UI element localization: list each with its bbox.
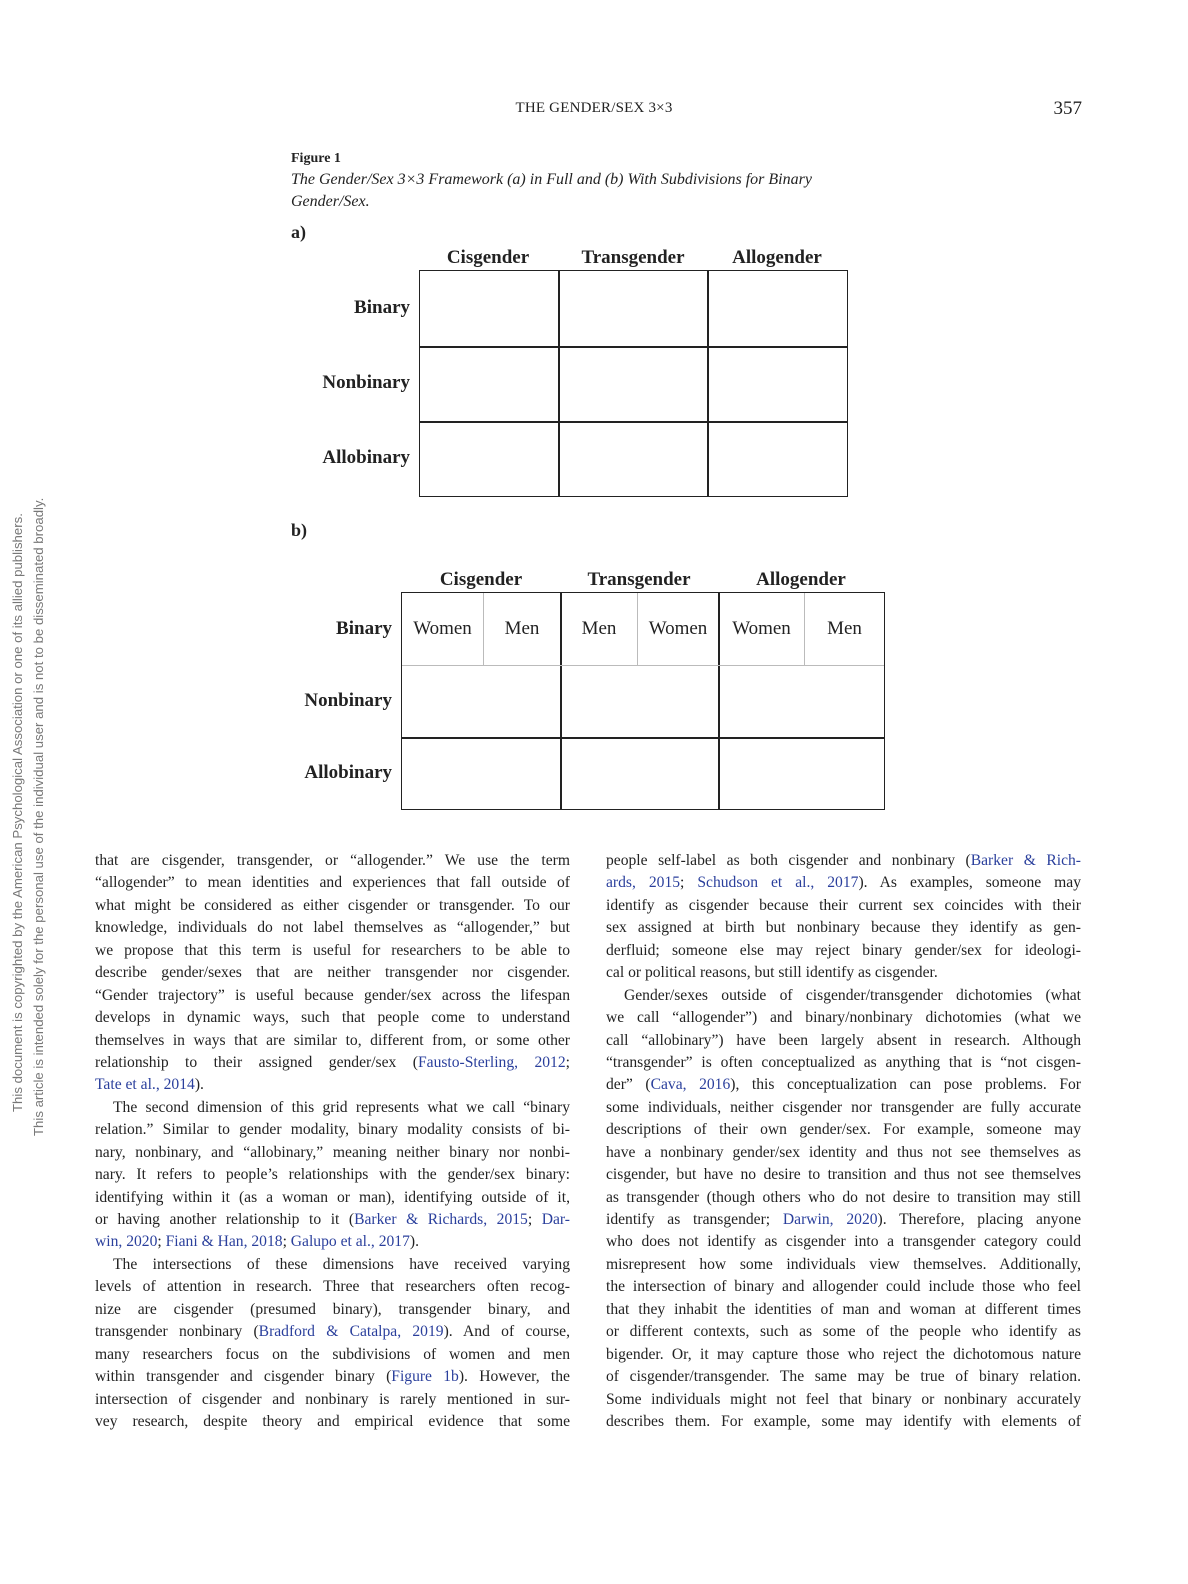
subdivision-cisgender-men: Men [504, 618, 540, 639]
citation-link[interactable]: Fausto-Sterling, 2012 [417, 1053, 566, 1071]
text-line [606, 895, 1081, 917]
paragraph [95, 850, 570, 1097]
text-segment: nize are cisgender (presumed binary), transgender binary, and [95, 1300, 570, 1318]
text-segment: as transgender (though others who do not desire to transition may still [606, 1188, 1081, 1206]
text-line [606, 1052, 1081, 1074]
text-segment: ; [680, 874, 698, 892]
text-line [95, 1344, 570, 1366]
text-line [606, 1366, 1081, 1388]
text-line [95, 1254, 570, 1276]
text-line [95, 962, 570, 984]
paragraph [95, 1097, 570, 1254]
text-segment: within transgender and cisgender binary ( [95, 1368, 392, 1386]
grid-border [419, 270, 848, 497]
text-line [95, 1030, 570, 1052]
citation-link[interactable]: Galupo et al., 2017 [290, 1233, 410, 1251]
text-line [606, 985, 1081, 1007]
text-line [95, 1142, 570, 1164]
text-line [95, 850, 570, 872]
text-segment: ). And of course, [443, 1323, 570, 1341]
text-line [606, 1231, 1081, 1253]
text-line [606, 1007, 1081, 1029]
text-segment: The second dimension of this grid represents what we call “binary [113, 1098, 570, 1116]
text-segment: develops in dynamic ways, such that people come to understand [95, 1009, 570, 1027]
text-line [606, 1187, 1081, 1209]
text-segment: “allogender” to mean identities and experiences that fall outside of [95, 874, 570, 892]
paragraph [95, 1254, 570, 1434]
text-column-right [606, 850, 1081, 1433]
text-line [606, 872, 1081, 894]
usage-notice: This article is intended solely for the personal use of the individual user and is not to be disseminated broadly. [31, 497, 46, 1136]
paragraph [606, 850, 1081, 985]
citation-link[interactable]: Barker & Richards, 2015 [354, 1211, 528, 1228]
text-segment: cisgender, but have no desire to transition and thus not see themselves [606, 1166, 1081, 1184]
citation-link[interactable]: Darwin, 2020 [782, 1211, 878, 1228]
text-line [95, 872, 570, 894]
text-segment: ; [565, 1053, 570, 1071]
text-line [606, 1030, 1081, 1052]
subdivision-transgender-women: Women [648, 618, 708, 639]
text-segment: ; [527, 1211, 542, 1228]
grid-line [419, 421, 847, 423]
text-segment: the intersection of binary and allogender could include those who feel [606, 1278, 1081, 1296]
text-line [95, 1366, 570, 1388]
row-header-binary: Binary [336, 618, 392, 639]
text-line [606, 1164, 1081, 1186]
text-line [95, 1007, 570, 1029]
row-header-nonbinary: Nonbinary [322, 372, 410, 393]
text-segment: ). Therefore, placing anyone [877, 1211, 1081, 1228]
text-segment: ). As examples, someone may [858, 874, 1081, 892]
text-line [95, 940, 570, 962]
text-segment: bigender. Or, it may capture those who reject the dichotomous nature [606, 1345, 1081, 1363]
text-line [606, 1276, 1081, 1298]
text-segment: some individuals, neither cisgender nor transgender are fully accurate [606, 1098, 1081, 1116]
text-segment: derfluid; someone else may reject binary gender/sex for ideologi- [606, 941, 1081, 959]
subdivision-allogender-men: Men [827, 618, 862, 639]
text-segment: who does not identify as cisgender into a transgender category could [606, 1233, 1081, 1251]
text-segment: ), this conceptualization can pose problems. For [730, 1076, 1081, 1094]
text-line [95, 1389, 570, 1411]
grid-line [707, 271, 709, 496]
text-line [95, 1052, 570, 1074]
text-segment: “Gender trajectory” is useful because gender/sex across the lifespan [95, 986, 570, 1004]
figure-label: Figure 1 [291, 151, 341, 166]
text-segment: we propose that this term is useful for researchers to be able to [95, 941, 570, 959]
text-line [95, 1276, 570, 1298]
text-line [95, 895, 570, 917]
text-line [95, 985, 570, 1007]
text-segment: der” ( [606, 1076, 651, 1094]
text-segment: or having another relationship to it ( [95, 1211, 355, 1228]
text-segment: descriptions of their own gender/sex. For example, someone may [606, 1121, 1081, 1139]
citation-link[interactable]: ards, 2015 [606, 874, 681, 892]
citation-link[interactable]: Barker & Rich- [970, 852, 1082, 869]
text-line [606, 940, 1081, 962]
text-segment: call “allobinary”) have been largely absent in research. Although [606, 1031, 1081, 1049]
text-line [606, 1097, 1081, 1119]
text-line [95, 1321, 570, 1343]
text-line [95, 1074, 570, 1096]
text-segment: themselves in ways that are similar to, different from, or some other [95, 1031, 570, 1049]
text-segment: what might be considered as either cisgender or transgender. To our [95, 896, 570, 914]
citation-link[interactable]: Dar- [541, 1211, 570, 1228]
text-segment: people self-label as both cisgender and nonbinary ( [606, 852, 971, 869]
text-segment: we call “allogender”) and binary/nonbinary dichotomies (what we [606, 1009, 1081, 1027]
text-segment: ). [409, 1233, 419, 1251]
citation-link[interactable]: Figure 1b [391, 1368, 459, 1386]
panel-a-label: a) [291, 222, 306, 242]
text-line [606, 1074, 1081, 1096]
column-header-allogender: Allogender [756, 569, 846, 590]
figure-caption-line: The Gender/Sex 3×3 Framework (a) in Full and (b) With Subdivisions for Binary [291, 171, 812, 188]
text-segment: identifying within it (as a woman or man), identifying outside of it, [95, 1188, 570, 1206]
text-line [606, 1119, 1081, 1141]
text-line [606, 1344, 1081, 1366]
figure-caption-line: Gender/Sex. [291, 193, 370, 210]
column-header-cisgender: Cisgender [439, 569, 523, 590]
text-segment: nary, nonbinary, and “allobinary,” meaning neither binary nor nonbi- [95, 1143, 570, 1161]
grid-line [419, 346, 847, 348]
text-segment: “transgender” is often conceptualized as anything that is “not cisgen- [606, 1053, 1081, 1071]
column-header-transgender: Transgender [587, 569, 691, 590]
text-line [606, 1389, 1081, 1411]
row-header-binary: Binary [354, 297, 410, 318]
text-line [606, 850, 1081, 872]
grid-line-light [402, 665, 884, 666]
paragraph [606, 985, 1081, 1434]
text-segment: identify as cisgender because their current sex coincides with their [606, 896, 1081, 914]
text-line [606, 917, 1081, 939]
text-segment: knowledge, individuals do not label themselves as “allogender,” but [95, 919, 570, 937]
text-segment: The intersections of these dimensions have received varying [113, 1255, 570, 1273]
text-line [95, 1231, 570, 1253]
text-segment: ). [194, 1076, 204, 1094]
text-segment: many researchers focus on the subdivisions of women and men [95, 1345, 570, 1363]
citation-link[interactable]: Cava, 2016 [650, 1076, 731, 1094]
text-segment: relation.” Similar to gender modality, binary modality consists of bi- [95, 1121, 570, 1139]
text-segment: that are cisgender, transgender, or “allogender.” We use the term [95, 852, 570, 869]
text-segment: ). However, the [458, 1368, 570, 1386]
text-line [606, 1299, 1081, 1321]
text-line [606, 1254, 1081, 1276]
citation-link[interactable]: win, 2020 [95, 1233, 158, 1251]
row-header-nonbinary: Nonbinary [304, 690, 392, 711]
text-segment: describe gender/sexes that are neither transgender nor cisgender. [95, 964, 570, 982]
column-header-cisgender: Cisgender [446, 247, 530, 268]
text-segment: of cisgender/transgender. The same may be true of binary relation. [606, 1368, 1081, 1386]
text-line [95, 1164, 570, 1186]
citation-link[interactable]: Tate et al., 2014 [95, 1076, 195, 1094]
citation-link[interactable]: Schudson et al., 2017 [697, 874, 859, 892]
text-line [95, 917, 570, 939]
text-segment: ; [157, 1233, 166, 1251]
grid-line [402, 737, 884, 739]
column-header-allogender: Allogender [732, 247, 822, 268]
text-line [606, 1321, 1081, 1343]
row-header-allobinary: Allobinary [322, 447, 410, 468]
text-segment: Gender/sexes outside of cisgender/transgender dichotomies (what [624, 986, 1081, 1004]
copyright-notice: This document is copyrighted by the American Psychological Association or one of its allied publishers. [10, 513, 25, 1112]
citation-link[interactable]: Fiani & Han, 2018 [165, 1233, 283, 1251]
text-line [95, 1187, 570, 1209]
row-header-allobinary: Allobinary [304, 762, 392, 783]
text-line [606, 1142, 1081, 1164]
text-column-left [95, 850, 570, 1433]
subdivision-cisgender-women: Women [413, 618, 472, 639]
text-segment: identify as transgender; [606, 1211, 783, 1228]
text-segment: ; [282, 1233, 291, 1251]
text-segment: vey research, despite theory and empirical evidence that some [95, 1412, 570, 1430]
text-segment: misrepresent how some individuals view themselves. Additionally, [606, 1255, 1081, 1273]
citation-link[interactable]: Bradford & Catalpa, 2019 [258, 1323, 444, 1341]
panel-b-label: b) [291, 520, 308, 540]
text-segment: intersection of cisgender and nonbinary is rarely mentioned in sur- [95, 1390, 570, 1408]
text-line [606, 1411, 1081, 1433]
text-line [95, 1299, 570, 1321]
text-line [606, 1209, 1081, 1231]
text-segment: describes them. For example, some may identify with elements of [606, 1412, 1081, 1430]
grid-line [558, 271, 560, 496]
text-line [606, 962, 1081, 984]
subdivision-transgender-men: Men [581, 618, 617, 639]
text-segment: or different contexts, such as some of the people who identify as [606, 1323, 1081, 1341]
running-head: THE GENDER/SEX 3×3 [515, 100, 673, 116]
text-segment: that they inhabit the identities of man and woman at different times [606, 1300, 1081, 1318]
column-header-transgender: Transgender [581, 247, 685, 268]
text-segment: sex assigned at birth but nonbinary because they identify as gen- [606, 919, 1081, 937]
text-segment: nary. It refers to people’s relationships with the gender/sex binary: [95, 1166, 570, 1184]
text-line [95, 1411, 570, 1433]
text-line [95, 1097, 570, 1119]
text-segment: relationship to their assigned gender/sex ( [95, 1053, 418, 1071]
text-segment: have a nonbinary gender/sex identity and thus not see themselves as [606, 1143, 1081, 1161]
text-segment: levels of attention in research. Three that researchers often recog- [95, 1278, 570, 1296]
subdivision-allogender-women: Women [732, 618, 791, 639]
text-segment: cal or political reasons, but still identify as cisgender. [606, 964, 938, 982]
page-number: 357 [1053, 98, 1082, 119]
text-line [95, 1119, 570, 1141]
text-segment: transgender nonbinary ( [95, 1323, 259, 1341]
text-line [95, 1209, 570, 1231]
text-segment: Some individuals might not feel that binary or nonbinary accurately [606, 1390, 1081, 1408]
